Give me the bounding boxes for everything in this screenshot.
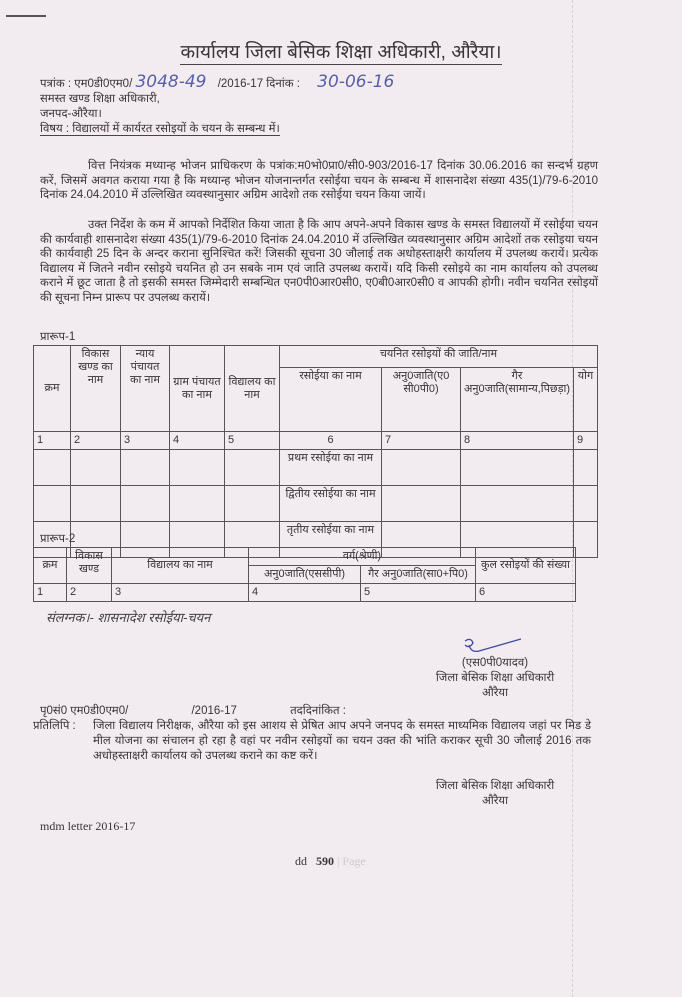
signature-block (400, 656, 590, 701)
addressee (40, 92, 280, 137)
copy-ref-label: पृ0सं0 एम0डी0एम0/ (40, 705, 129, 717)
copy-ref-year: /2016-17 (191, 705, 237, 717)
reference-line (40, 72, 394, 92)
col-header: कुल रसोइयों की संख्या (476, 548, 576, 584)
col-header: गैर अनु0जाति(सा0+पि0) (361, 566, 476, 584)
col-number: 3 (112, 584, 249, 602)
paragraph-2: उक्त निर्देश के कम में आपको निर्देशित किया जाता है कि आप अपने-अपने विकास खण्ड के समस्त विद्यालयों में रसोईया चयन की कार्यवाही शासनादेश संख्या 435(1)/79-6-2010 दिनांक 24.04.2010 में उल्लिखित व्यवस्थानुसार अग्रिम आदेशों तक रसोइया चयन की कार्यवाही 25 दिन के अन्दर कराना सुनिश्चित करें! जिसकी सूचना 30 जौलाई तक अधोहस्ताक्षरी कार्यालय में उपलब्ध करायें। प्रत्येक विद्यालय में जितने नवीन रसोइये चयनित हो उन सबके नाम एवं जाति उपलब्ध करायें। यदि किसी रसोइये का नाम कार्यालय को उपलब्ध कराने में छूट जाता है तो इसकी समस्त जिम्मेदारी सम्बन्धित एन0पी0आर0सी0, ए0बी0आर0सी0 व आपकी होगी। नवीन चयनित रसोइयों की सूचना निम्न प्रारूप पर उपलब्ध करायें। (40, 219, 598, 304)
col-number: 1 (34, 432, 71, 450)
col-header: विकास खण्ड का नाम (71, 346, 121, 432)
row-label: प्रथम रसोईया का नाम (280, 450, 382, 486)
form1-label: प्रारूप-1 (40, 331, 76, 343)
row-label: तृतीय रसोईया का नाम (280, 522, 382, 558)
subject-line: विषय : विद्यालयों में कार्यरत रसोइयों के चयन के सम्बन्ध में। (40, 123, 280, 135)
col-header: विद्यालय का नाम (112, 548, 249, 584)
annexure-handwritten: संलग्नक।- शासनादेश रसोईया-चयन (46, 610, 211, 625)
form1-table (33, 345, 598, 558)
pratilipi-label: प्रतिलिपि : (33, 720, 76, 732)
document-footer-name: mdm letter 2016-17 (40, 819, 136, 833)
col-header: रसोईया का नाम (280, 368, 382, 432)
col-header: विद्यालय का नाम (225, 346, 280, 432)
col-header: अनु0जाति(ए0 सी0पी0) (382, 368, 461, 432)
col-number: 2 (71, 432, 121, 450)
copy-reference-line (40, 704, 346, 719)
paragraph-1: वित्त नियंत्रक मध्यान्ह भोजन प्राधिकरण के पत्रांक:म0भो0प्रा0/सी0-903/2016-17 दिनांक 30.06.2016 का सन्दर्भ ग्रहण करें, जिसमें अवगत कराया गया है कि मध्यान्ह भोजन योजनान्तर्गत रसोईया चयन के सम्बन्ध में शासनादेश संख्या 435(1)/79-6-2010 दिनांक 24.04.2010 में उल्लिखित व्यवस्थानुसार अग्रिम आदेशो तक रसोईया चयन किया जायें। (40, 160, 598, 202)
col-header: योग (574, 368, 598, 432)
form2-table (33, 547, 576, 602)
col-number: 6 (476, 584, 576, 602)
column-numbers-row (34, 432, 598, 450)
col-header: गैर अनु0जाति(सामान्य,पिछड़ा) (461, 368, 574, 432)
patrank-number-handwritten: 3048-49 (135, 72, 207, 92)
col-number: 4 (249, 584, 361, 602)
row-label: द्वितीय रसोईया का नाम (280, 486, 382, 522)
col-header: अनु0जाति(एससीपी) (249, 566, 361, 584)
copy-signature-block (400, 779, 590, 809)
year-date-label: /2016-17 दिनांक : (217, 78, 300, 90)
column-numbers-row (34, 584, 576, 602)
col-number: 7 (382, 432, 461, 450)
col-header: न्याय पंचायत का नाम (121, 346, 170, 432)
page-number-value: 590 (316, 854, 334, 868)
page-suffix: | Page (337, 854, 366, 868)
form2-label: प्रारूप-2 (40, 533, 76, 545)
col-number: 2 (67, 584, 112, 602)
copy-signatory-place: औरैया (481, 795, 509, 807)
col-header: क्रम (34, 548, 67, 584)
group-header: वर्ग(श्रेणी) (249, 548, 476, 566)
col-number: 5 (361, 584, 476, 602)
col-header: विकास खण्ड (67, 548, 112, 584)
pratilipi-text: जिला विद्यालय निरीक्षक, औरैया को इस आशय से प्रेषित आप अपने जनपद के समस्त माध्यमिक विद्यालय जहां पर मिड डे मील योजना का संचालन हो रहा है वहां पर नवीन रसोइयों का चयन उक्त की भांति कराकर सूची 30 जौलाई 2016 तक अधोहस्ताक्षरी कार्यालय को उपलब्ध कराने का कष्ट करें। (93, 720, 591, 762)
patrank-label: पत्रांक : एम0डी0एम0/ (40, 78, 133, 90)
col-number: 9 (574, 432, 598, 450)
addressee-line: समस्त खण्ड शिक्षा अधिकारी, (40, 93, 160, 105)
col-header: क्रम (34, 346, 71, 432)
table-row (34, 486, 598, 522)
group-header: चयनित रसोइयों की जाति/नाम (280, 346, 598, 368)
signatory-name: (एस0पी0यादव) (461, 657, 529, 669)
col-number: 5 (225, 432, 280, 450)
date-handwritten: 30-06-16 (317, 72, 395, 92)
col-number: 6 (280, 432, 382, 450)
office-title: कार्यालय जिला बेसिक शिक्षा अधिकारी, औरैया। (180, 42, 502, 63)
signatory-place: औरैया (481, 687, 509, 699)
col-number: 1 (34, 584, 67, 602)
addressee-district: जनपद-औरैया। (40, 108, 102, 120)
col-number: 8 (461, 432, 574, 450)
scan-mark (6, 15, 46, 17)
page-number (295, 854, 366, 869)
col-header: ग्राम पंचायत का नाम (170, 346, 225, 432)
signatory-designation: जिला बेसिक शिक्षा अधिकारी (435, 672, 555, 684)
copy-ref-date: तददिनांकित : (290, 705, 346, 717)
copy-signatory-designation: जिला बेसिक शिक्षा अधिकारी (435, 780, 555, 792)
col-number: 3 (121, 432, 170, 450)
col-number: 4 (170, 432, 225, 450)
page-prefix: dd (295, 854, 307, 868)
table-row (34, 450, 598, 486)
